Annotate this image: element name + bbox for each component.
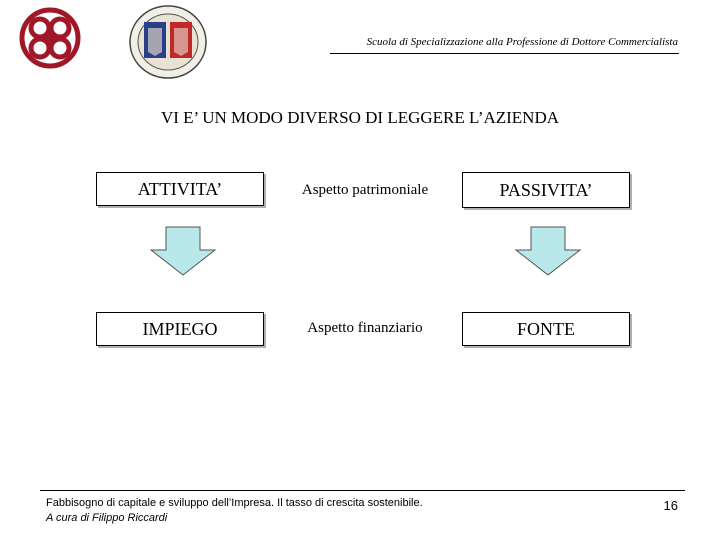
- school-name: Scuola di Specializzazione alla Professione di Dottore Commercialista: [366, 36, 678, 48]
- down-arrow-left-icon: [150, 226, 216, 276]
- box-impiego-label: IMPIEGO: [142, 318, 218, 339]
- box-impiego: [96, 312, 264, 346]
- odcec-logo: [18, 6, 82, 70]
- label-aspetto-finanziario: Aspetto finanziario: [307, 320, 423, 336]
- header-divider: [330, 53, 679, 54]
- footer-author: A cura di Filippo Riccardi: [46, 512, 168, 524]
- slide-title: VI E’ UN MODO DIVERSO DI LEGGERE L’AZIENDA: [160, 108, 560, 127]
- footer-divider: [40, 490, 685, 491]
- label-aspetto-patrimoniale: Aspetto patrimoniale: [301, 182, 429, 198]
- box-passivita-label: PASSIVITA’: [499, 179, 593, 200]
- box-passivita: [462, 172, 630, 208]
- box-attivita: [96, 172, 264, 206]
- box-fonte: [462, 312, 630, 346]
- down-arrow-right-icon: [515, 226, 581, 276]
- university-seal-logo: [128, 4, 208, 80]
- box-attivita-label: ATTIVITA’: [137, 178, 223, 199]
- footer-course-title: Fabbisogno di capitale e sviluppo dell’Impresa. Il tasso di crescita sostenibile.: [46, 497, 423, 509]
- box-fonte-label: FONTE: [517, 318, 575, 339]
- page-number: 16: [663, 498, 678, 513]
- footer-caption: [46, 496, 423, 526]
